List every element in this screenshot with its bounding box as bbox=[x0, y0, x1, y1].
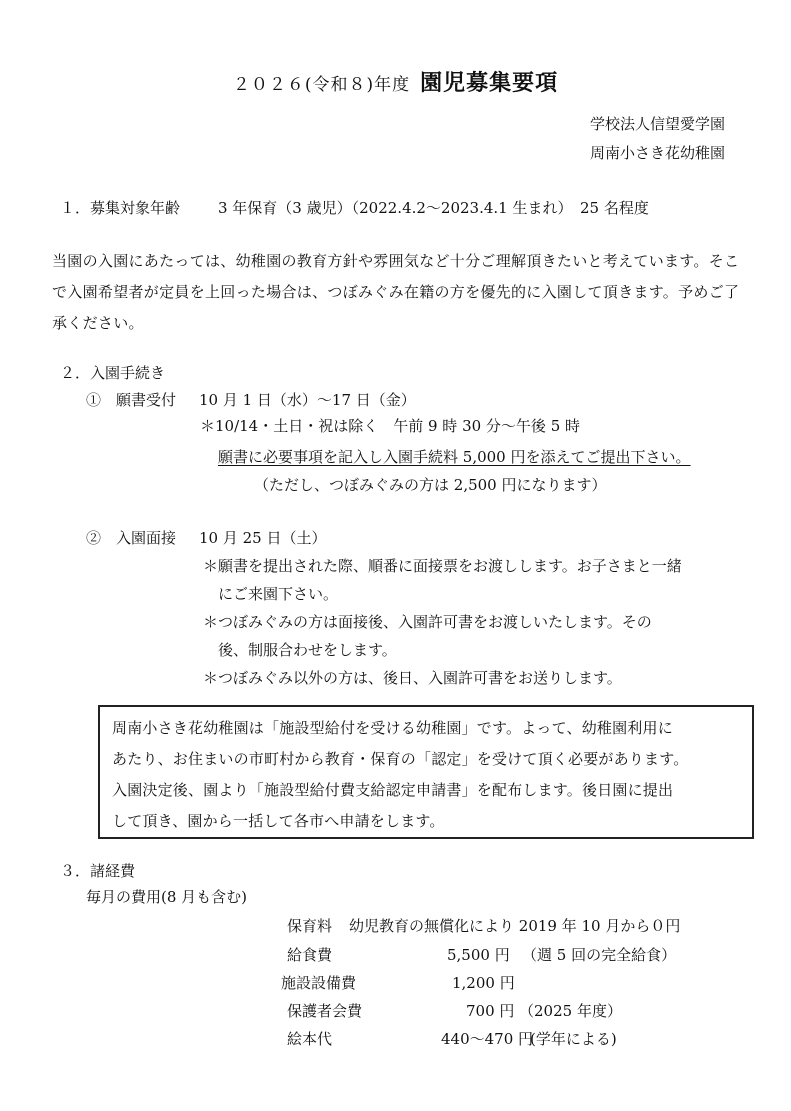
fee-note-pta: （2025 年度） bbox=[519, 1002, 622, 1020]
fee-amount-childcare: 幼児教育の無償化により 2019 年 10 月から０円 bbox=[349, 917, 681, 935]
notice-line: して頂き、園から一括して各市へ申請をします。 bbox=[112, 812, 445, 830]
application-note-discount: （ただし、つぼみぐみの方は 2,500 円になります） bbox=[254, 476, 607, 494]
notice-line: あたり、お住まいの市町村から教育・保育の「認定」を受けて頂く必要があります。 bbox=[112, 750, 689, 768]
notice-line: 周南小さき花幼稚園は「施設型給付を受ける幼稚園」です。よって、幼稚園利用に bbox=[112, 719, 673, 737]
fee-name-lunch: 給食費 bbox=[287, 946, 333, 964]
interview-label: ② 入園面接 bbox=[86, 529, 177, 547]
application-date: 10 月 1 日（水）〜17 日（金） bbox=[199, 391, 416, 409]
interview-note-3: ＊つぼみぐみ以外の方は、後日、入園許可書をお送りします。 bbox=[203, 669, 622, 687]
intro-paragraph: 当園の入園にあたっては、幼稚園の教育方針や雰囲気など十分ご理解頂きたいと考えています。そこで入園希望者が定員を上回った場合は、つぼみぐみ在籍の方を優先的に入園して頂きます。予めご了承ください。 bbox=[52, 252, 740, 332]
title-year: ２０２６(令和８)年度 bbox=[232, 75, 411, 95]
section2-heading: ２．入園手続き bbox=[60, 364, 166, 382]
fee-amount-lunch: 5,500 円 bbox=[447, 946, 510, 964]
interview-note-2a: ＊つぼみぐみの方は面接後、入園許可書をお渡しいたします。その bbox=[203, 613, 652, 631]
fee-amount-facility: 1,200 円 bbox=[452, 974, 515, 992]
notice-box bbox=[98, 705, 754, 839]
fee-amount-picturebook: 440〜470 円 bbox=[441, 1030, 534, 1048]
interview-note-1b: にご来園下さい。 bbox=[218, 585, 339, 603]
section3-heading: ３．諸経費 bbox=[60, 862, 136, 880]
page-title bbox=[0, 66, 791, 97]
application-note-hours: ＊10/14・土日・祝は除く 午前 9 時 30 分〜午後 5 時 bbox=[200, 417, 581, 435]
org-school: 周南小さき花幼稚園 bbox=[589, 144, 725, 162]
fee-note-lunch: （週 5 回の完全給食） bbox=[522, 946, 677, 964]
fee-note-picturebook: (学年による) bbox=[530, 1030, 617, 1048]
interview-note-2b: 後、制服合わせをします。 bbox=[218, 641, 397, 659]
notice-line: 入園決定後、園より「施設型給付費支給認定申請書」を配布します。後日園に提出 bbox=[112, 781, 674, 799]
fee-name-picturebook: 絵本代 bbox=[287, 1030, 333, 1048]
section1-details: 3 年保育（3 歳児）（2022.4.2〜2023.4.1 生まれ） 25 名程度 bbox=[218, 199, 649, 217]
application-note-fee: 願書に必要事項を記入し入園手続料 5,000 円を添えてご提出下さい。 bbox=[218, 448, 691, 466]
application-label: ① 願書受付 bbox=[86, 391, 177, 409]
org-corp: 学校法人信望愛学園 bbox=[589, 115, 725, 133]
fee-name-pta: 保護者会費 bbox=[287, 1002, 363, 1020]
title-main: 園児募集要項 bbox=[420, 70, 559, 96]
fee-name-facility: 施設設備費 bbox=[281, 974, 357, 992]
interview-note-1a: ＊願書を提出された際、順番に面接票をお渡しします。お子さまと一緒 bbox=[203, 557, 682, 575]
section1-heading: １．募集対象年齢 bbox=[60, 199, 181, 217]
fee-amount-pta: 700 円 bbox=[466, 1002, 515, 1020]
interview-date: 10 月 25 日（土） bbox=[199, 529, 327, 547]
fee-name-childcare: 保育料 bbox=[287, 917, 333, 935]
section3-subheading: 毎月の費用(8 月も含む) bbox=[86, 888, 248, 906]
